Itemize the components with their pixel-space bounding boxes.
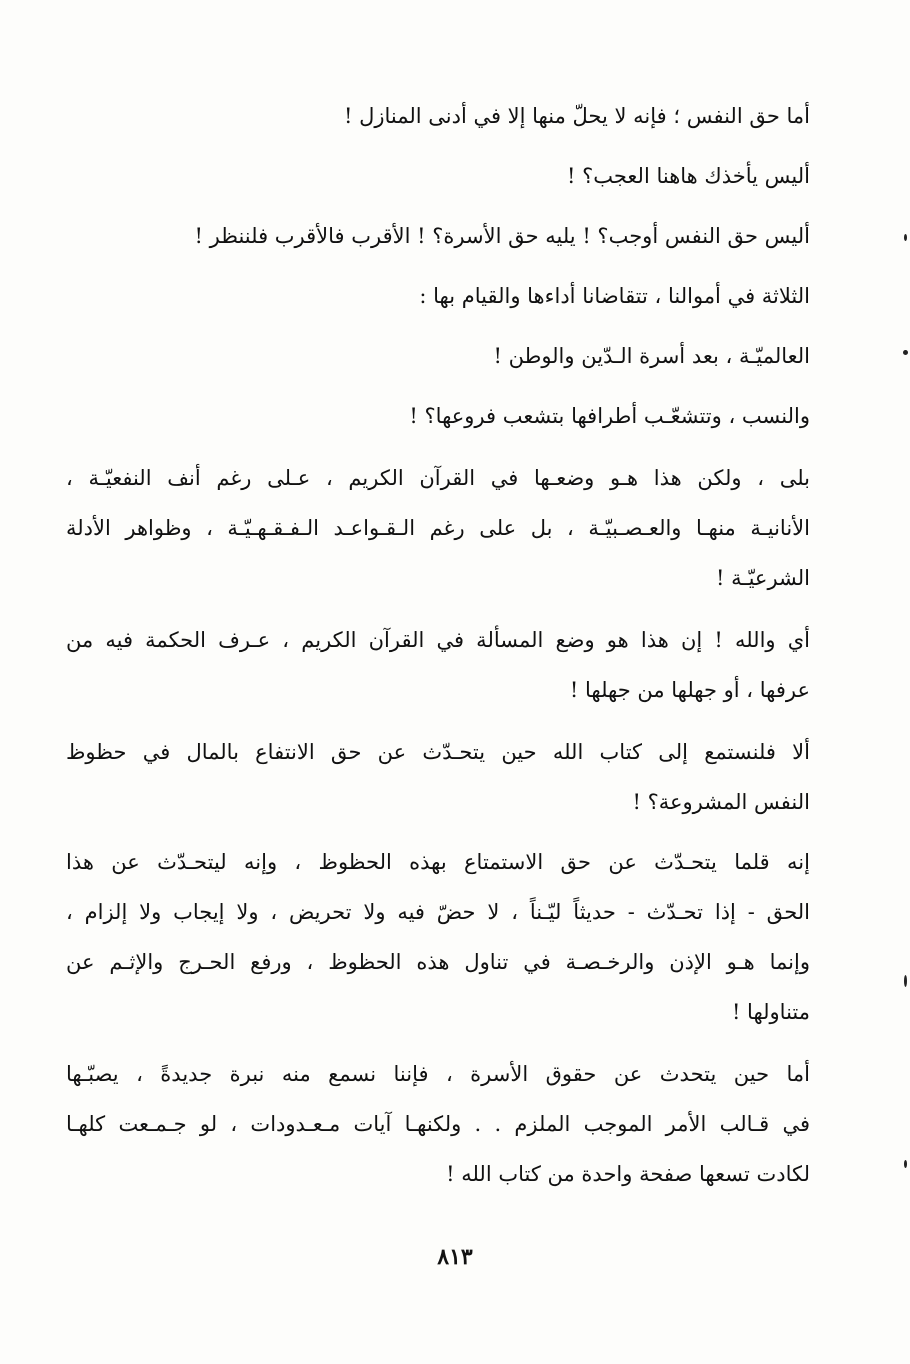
text-line-7: بلى ، ولكن هذا هـو وضعـها في القرآن الكريم ، عـلى رغم أنف النفعيّـة ، (66, 466, 810, 490)
text-line-8: الأنانيـة منهـا والعـصـبيّـة ، بل على رغم الـقـواعـد الـفـقـهـيّـة ، وظواهر الأدلة (66, 516, 810, 540)
scan-speck (904, 234, 907, 241)
scan-speck (904, 1160, 907, 1168)
text-line-14: إنه قلما يتحـدّث عن حق الاستمتاع بهذه الحظوظ ، وإنه ليتحـدّث عن هذا (66, 850, 810, 874)
text-line-12: ألا فلنستمع إلى كتاب الله حين يتحـدّث عن حق الانتفاع بالمال في حظوظ (66, 740, 810, 764)
text-line-2: أليس يأخذك هاهنا العجب؟ ! (566, 164, 810, 188)
text-line-17: متناولها ! (731, 1000, 810, 1024)
text-line-1: أما حق النفس ؛ فإنه لا يحلّ منها إلا في أدنى المنازل ! (343, 104, 810, 128)
text-line-3: أليس حق النفس أوجب؟ ! يليه حق الأسرة؟ ! الأقرب فالأقرب فلننظر ! (194, 224, 810, 248)
scan-speck (904, 975, 907, 987)
text-line-4: الثلاثة في أموالنا ، تتقاضانا أداءها والقيام بها : (419, 284, 810, 308)
text-line-5: العالميّـة ، بعد أسرة الـدّين والوطن ! (493, 344, 810, 368)
text-line-16: وإنما هـو الإذن والرخـصـة في تناول هذه الحظوظ ، ورفع الحـرج والإثـم عن (66, 950, 810, 974)
text-line-20: لكادت تسعها صفحة واحدة من كتاب الله ! (446, 1162, 810, 1186)
text-line-11: عرفها ، أو جهلها من جهلها ! (569, 678, 810, 702)
text-line-19: في قـالب الأمر الموجب الملزم . . ولكنهـا آيات مـعـدودات ، لو جـمـعت كلهـا (66, 1112, 810, 1136)
scan-speck (903, 350, 908, 355)
text-line-9: الشرعيّـة ! (716, 566, 810, 590)
page-number: ٨١٣ (437, 1244, 473, 1270)
text-line-15: الحق - إذا تحـدّث - حديثاً ليّـناً ، لا حضّ فيه ولا تحريض ، ولا إيجاب ولا إلزام ، (66, 900, 810, 924)
text-line-10: أي والله ! إن هذا هو وضع المسألة في القرآن الكريم ، عـرف الحكمة فيه من (66, 628, 810, 652)
text-line-6: والنسب ، وتتشعّـب أطرافها بتشعب فروعها؟ ! (409, 404, 810, 428)
text-line-18: أما حين يتحدث عن حقوق الأسرة ، فإننا نسمع منه نبرة جديدةً ، يصبّـها (66, 1062, 810, 1086)
text-line-13: النفس المشروعة؟ ! (632, 790, 810, 814)
